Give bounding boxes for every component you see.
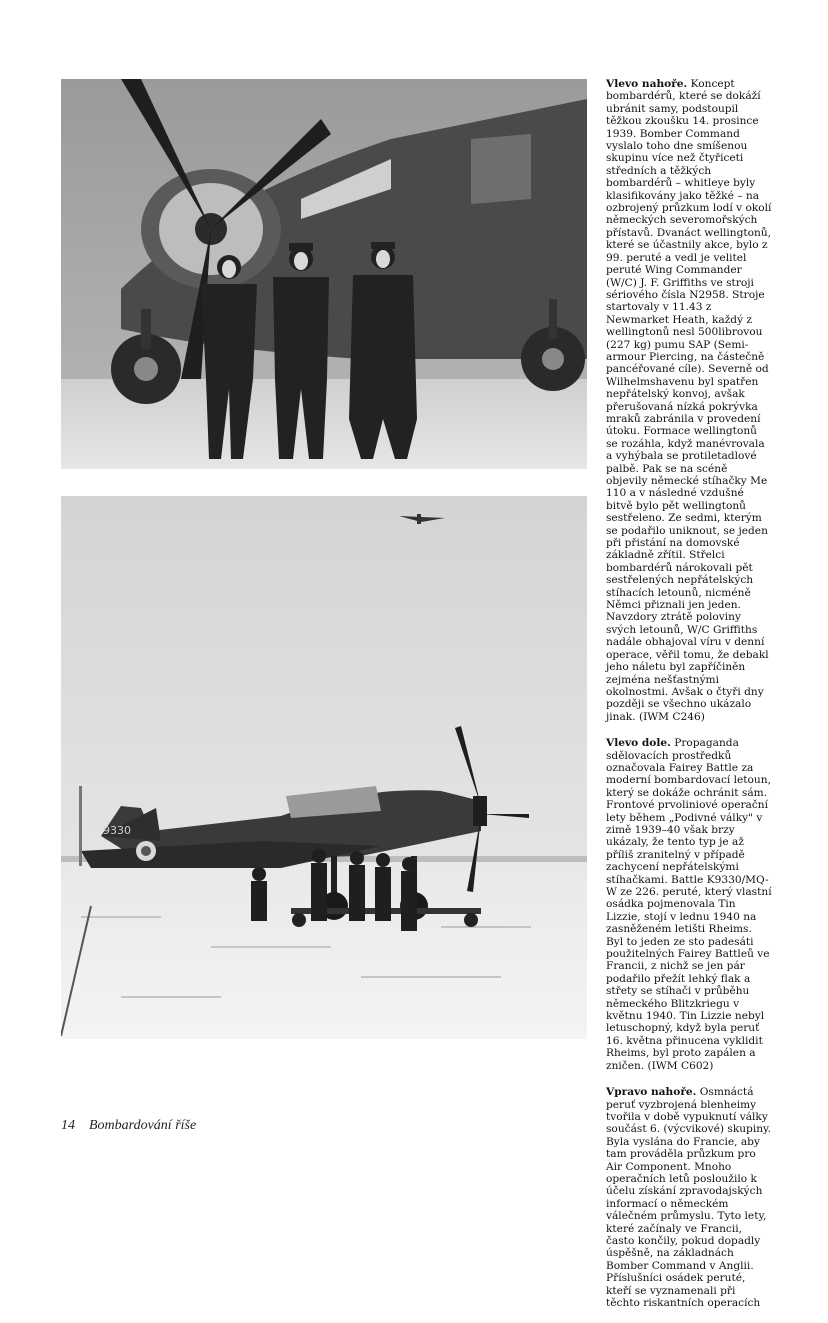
caption-text: Propaganda sdělovacích prostředků označovala Fairey Battle za moderní bombardovací letoun, který se dokáže ochránit sám. Frontové prvoliniové operační lety během „Podivné války" v zimě 1939–40 však brzy ukázaly, že tento typ je až příliš zranitelný v případě zachycení nepřátelskými stíhačkami. Battle K9330/MQ-W ze 226. peruté, který vlastní osádka pojmenovala Tin Lizzie, stojí v lednu 1940 na zasněženém letišti Rheims. Byl to jeden ze sto padesáti použitelných Fairey Battleů ve Francii, z nichž se jen pár podařilo přežít lehký flak a střety se stíhači v průběhu německého Blitzkriegu v květnu 1940. Tin Lizzie nebyl letuschopný, když byla peruť 16. května přinucena vyklidit Rheims, byl proto zapálen a zničen. (IWM C602): [606, 737, 772, 1072]
page-footer: [61, 1118, 196, 1134]
caption-bottom-left: [606, 737, 772, 1072]
caption-top-right: [606, 1086, 772, 1309]
caption-column: [606, 78, 772, 1323]
photo-fairey-battle: [61, 496, 587, 1039]
photo-wellington-crew: [61, 79, 587, 469]
caption-text: Osmnáctá peruť vyzbrojená blenheimy tvořila v době vypuknutí války součást 6. (výcvikové) skupiny. Byla vyslána do Francie, aby tam prováděla průzkum pro Air Component. Mnoho operačních letů posloužilo k účelu získání zpravodajských informací o německém válečném průmyslu. Tyto lety, které začínaly ve Francii, často končily, pokud dopadly úspěšně, na základnách Bomber Command v Anglii. Příslušníci osádek peruté, kteří se vyznamenali při těchto riskantních operacích: [606, 1086, 771, 1309]
caption-lead: Vlevo dole.: [606, 737, 671, 750]
caption-top-left: [606, 78, 772, 723]
caption-text: Koncept bombardérů, které se dokáží ubránit samy, podstoupil těžkou zkoušku 14. prosince 1939. Bomber Command vyslalo toho dne smíšenou skupinu více než čtyřiceti středních a těžkých bombardérů – whitleye byly klasifikovány jako těžké – na ozbrojený průzkum lodí v okolí německých severomořských přístavů. Dvanáct wellingtonů, které se účastnily akce, bylo z 99. peruté a vedl je velitel peruté Wing Commander (W/C) J. F. Griffiths ve stroji sériového čísla N2958. Stroje startovaly v 11.43 z Newmarket Heath, každý z wellingtonů nesl 500librovou (227 kg) pumu SAP (Semi-armour Piercing, na částečně pancéřované cíle). Severně od Wilhelmshavenu byl spatřen nepřátelský konvoj, avšak přerušovaná nízká pokrývka mraků zabránila v provedení útoku. Formace wellingtonů se rozáhla, když manévrovala a vyhýbala se protiletadlové palbě. Pak se na scéně objevily německé stíhačky Me 110 a v následné vzdušné bitvě bylo pět wellingtonů sestřeleno. Ze sedmi, kterým se podařilo uniknout, se jeden při přistání na domovské základně zřítil. Střelci bombardérů nárokovali pět sestřelených nepřátelských stíhacích letounů, nicméně Němci přiznali jen jeden. Navzdory ztrátě poloviny svých letounů, W/C Griffiths nadále obhajoval víru v denní operace, věřil tomu, že debakl jeho náletu byl zapříčiněn zejména nešťastnými okolnostmi. Avšak o čtyři dny později se všechno ukázalo jinak. (IWM C246): [606, 78, 772, 723]
page-number: 14: [61, 1118, 75, 1133]
caption-lead: Vpravo nahoře.: [606, 1086, 697, 1099]
book-title: Bombardování říše: [89, 1118, 197, 1133]
aircraft-serial: 9330: [103, 824, 131, 837]
caption-lead: Vlevo nahoře.: [606, 78, 688, 90]
